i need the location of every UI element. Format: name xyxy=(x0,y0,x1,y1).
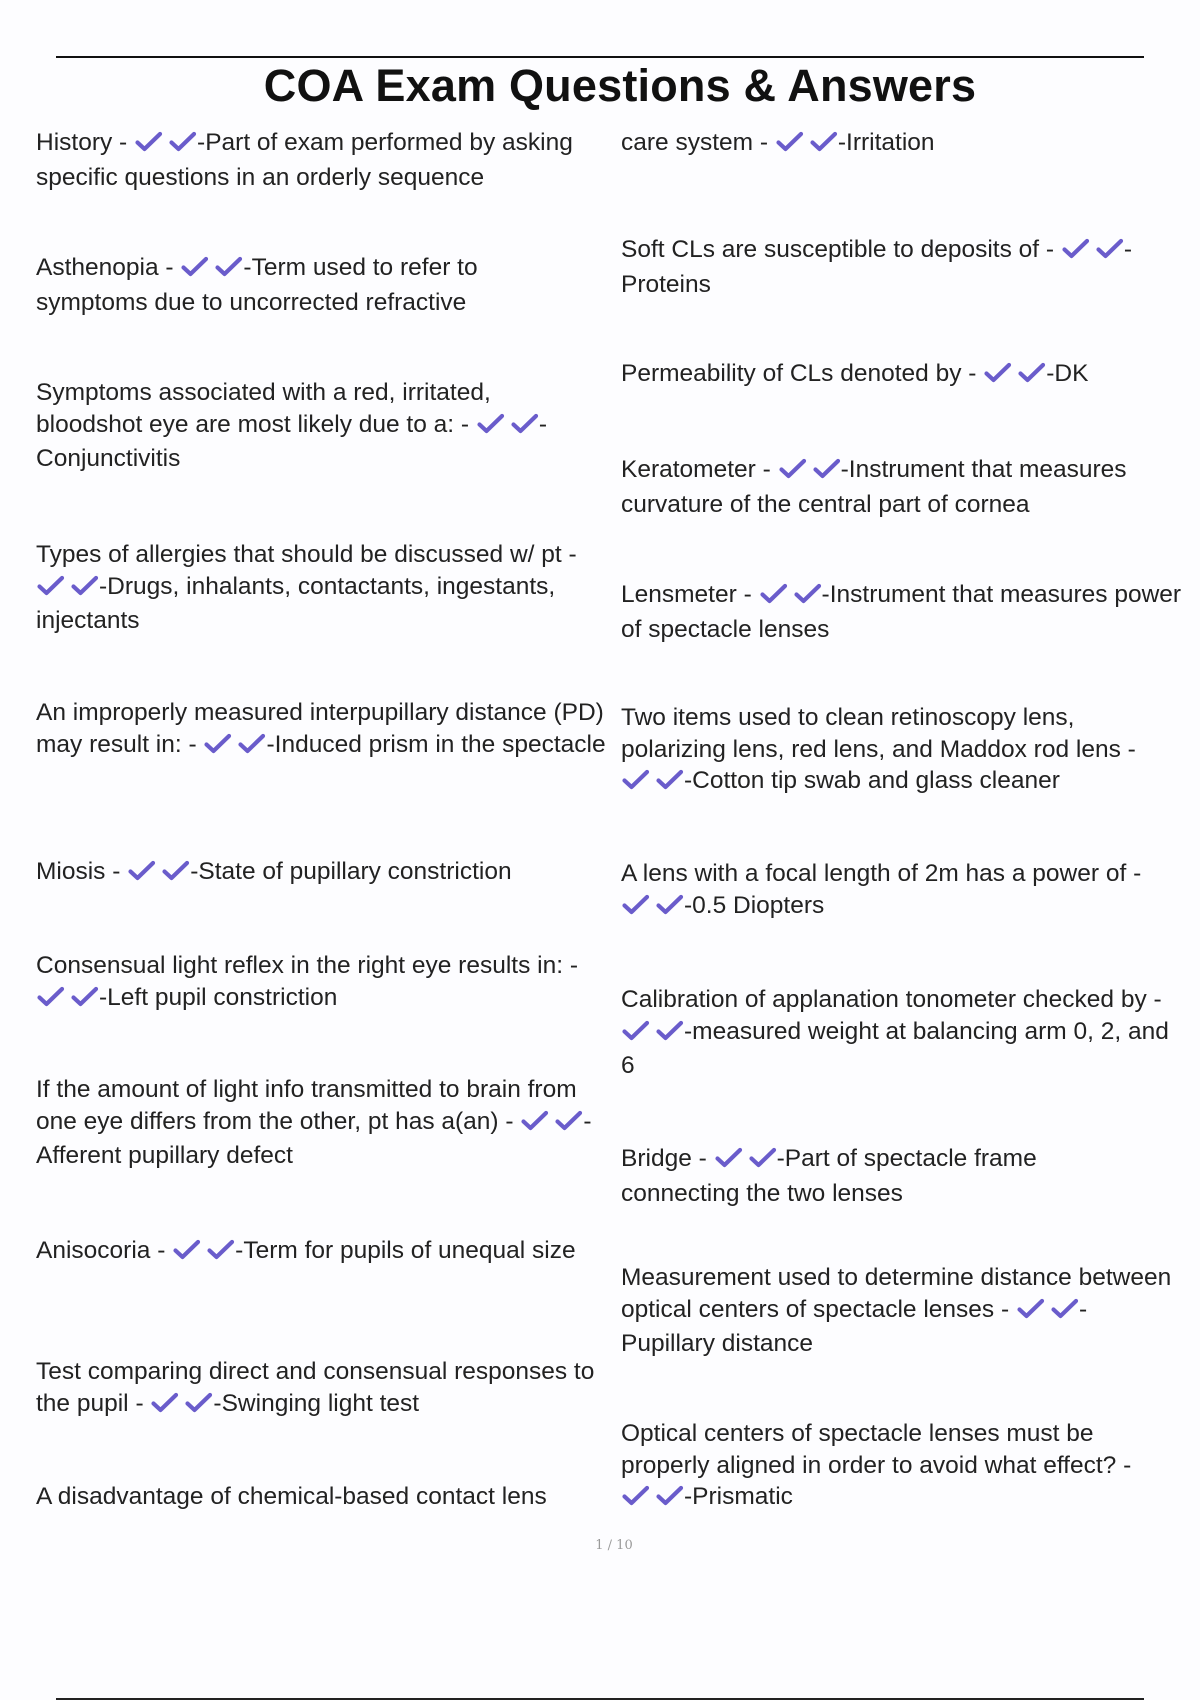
question-text: A disadvantage of chemical-based contact lens xyxy=(36,1483,547,1510)
page-number: 1 / 10 xyxy=(595,1538,633,1553)
answer-text: Swinging light test xyxy=(221,1389,420,1417)
question-text: Permeability of CLs denoted by xyxy=(621,360,962,387)
double-checkmark-icon xyxy=(621,767,684,800)
answer-prefix: - xyxy=(684,891,693,919)
question-text: Bridge xyxy=(621,1145,692,1172)
double-checkmark-icon xyxy=(203,731,266,764)
qa-item xyxy=(36,697,611,763)
answer-prefix: - xyxy=(1078,1295,1088,1323)
question-text: Optical centers of spectacle lenses must be properly aligned in order to avoid what effect? xyxy=(621,1420,1117,1479)
question-text: If the amount of light info transmitted to brain from one eye differs from the other, pt has a(an) xyxy=(36,1076,584,1135)
question-text: Lensmeter xyxy=(621,581,737,608)
qa-item xyxy=(36,1074,611,1172)
answer-prefix: - xyxy=(684,1483,693,1510)
answer-text: Irritation xyxy=(846,129,935,156)
answer-text: Term used to refer to symptoms due to uncorrected refractive xyxy=(36,254,485,316)
answer-text: State of pupillary constriction xyxy=(198,858,512,885)
separator: - xyxy=(158,254,181,281)
question-text: Anisocoria xyxy=(36,1237,151,1264)
answer-text: Instrument that measures curvature of the central part of cornea xyxy=(621,456,1134,518)
separator: - xyxy=(994,1295,1016,1323)
answer-prefix: - xyxy=(583,1107,592,1135)
separator: - xyxy=(150,1237,173,1264)
answer-text: DK xyxy=(1054,360,1089,387)
title-strikethrough-line xyxy=(56,56,1144,58)
separator: - xyxy=(736,581,759,608)
question-text: Two items used to clean retinoscopy lens, polarizing lens, red lens, and Maddox rod lens xyxy=(621,704,1121,763)
qa-item xyxy=(36,539,606,637)
qa-item xyxy=(36,252,516,318)
answer-prefix: - xyxy=(821,581,830,608)
separator: - xyxy=(1120,735,1136,763)
separator: - xyxy=(498,1107,521,1135)
separator: - xyxy=(1126,860,1142,887)
answer-text: Afferent pupillary defect xyxy=(36,1142,293,1169)
answer-text: Instrument that measures power of spectacle lenses xyxy=(621,581,1188,643)
answer-text: Prismatic xyxy=(692,1483,793,1510)
question-text: A lens with a focal length of 2m has a power of xyxy=(621,860,1127,887)
question-text: Keratometer xyxy=(621,456,756,483)
double-checkmark-icon xyxy=(621,892,684,925)
question-text: Soft CLs are susceptible to deposits of xyxy=(621,236,1040,263)
qa-item xyxy=(621,234,1186,300)
answer-prefix: - xyxy=(776,1145,785,1172)
answer-prefix: - xyxy=(837,129,847,156)
question-text: Asthenopia xyxy=(36,254,159,281)
double-checkmark-icon xyxy=(714,1145,777,1178)
answer-prefix: - xyxy=(538,410,548,438)
qa-item xyxy=(36,377,591,475)
answer-prefix: - xyxy=(197,129,206,156)
separator: - xyxy=(105,858,128,885)
answer-text: 0.5 Diopters xyxy=(692,891,825,919)
answer-prefix: - xyxy=(243,254,252,281)
separator: - xyxy=(128,1389,151,1417)
double-checkmark-icon xyxy=(36,984,99,1017)
question-text: Miosis xyxy=(36,858,106,885)
qa-item xyxy=(621,1262,1179,1360)
qa-item xyxy=(621,358,1186,393)
qa-item xyxy=(36,127,606,193)
qa-item xyxy=(621,1143,1101,1209)
answer-prefix: - xyxy=(213,1389,222,1417)
separator: - xyxy=(561,541,577,568)
answer-text: Conjunctivitis xyxy=(36,445,181,472)
separator: - xyxy=(753,129,775,156)
answer-text: Part of exam performed by asking specific questions in an orderly sequence xyxy=(36,129,580,191)
question-text: Symptoms associated with a red, irritated, bloodshot eye are most likely due to a: xyxy=(36,379,498,438)
qa-item xyxy=(621,984,1189,1082)
separator: - xyxy=(691,1145,714,1172)
question-text: History xyxy=(36,129,113,156)
double-checkmark-icon xyxy=(983,360,1046,393)
qa-item xyxy=(36,1481,611,1513)
question-text: Measurement used to determine distance between optical centers of spectacle lenses xyxy=(621,1264,1179,1323)
answer-text: Drugs, inhalants, contactants, ingestants, injectants xyxy=(36,572,563,634)
separator: - xyxy=(112,129,135,156)
double-checkmark-icon xyxy=(778,456,841,489)
separator: - xyxy=(1116,1451,1132,1479)
separator: - xyxy=(181,730,204,758)
answer-prefix: - xyxy=(99,572,108,600)
qa-item xyxy=(36,1356,616,1422)
qa-item xyxy=(36,856,606,891)
answer-text: Induced prism in the spectacle xyxy=(274,730,606,758)
double-checkmark-icon xyxy=(172,1237,235,1270)
double-checkmark-icon xyxy=(621,1018,684,1051)
question-text: Consensual light reflex in the right eye results in: xyxy=(36,952,564,979)
double-checkmark-icon xyxy=(150,1390,213,1423)
double-checkmark-icon xyxy=(36,573,99,606)
separator: - xyxy=(1039,236,1061,263)
separator: - xyxy=(961,360,984,387)
double-checkmark-icon xyxy=(127,858,190,891)
answer-text: measured weight at balancing arm 0, 2, and 6 xyxy=(621,1017,1176,1079)
separator: - xyxy=(755,456,778,483)
answer-text: Pupillary distance xyxy=(621,1330,814,1357)
answer-prefix: - xyxy=(1046,360,1055,387)
answer-text: Left pupil constriction xyxy=(107,983,338,1011)
qa-item xyxy=(621,702,1186,800)
separator: - xyxy=(563,952,578,979)
qa-item xyxy=(621,858,1186,924)
qa-item xyxy=(36,950,611,1016)
double-checkmark-icon xyxy=(1061,236,1124,269)
answer-text: Cotton tip swab and glass cleaner xyxy=(692,767,1060,794)
answer-text: Proteins xyxy=(621,270,711,298)
question-text: Test comparing direct and consensual responses to the pupil xyxy=(36,1358,602,1417)
answer-prefix: - xyxy=(99,983,108,1011)
answer-text: Part of spectacle frame connecting the two lenses xyxy=(621,1145,1044,1207)
answer-text: Term for pupils of unequal size xyxy=(243,1237,576,1264)
double-checkmark-icon xyxy=(134,129,197,162)
answer-prefix: - xyxy=(190,858,199,885)
double-checkmark-icon xyxy=(180,254,243,287)
qa-item xyxy=(36,1235,576,1270)
question-text: Calibration of applanation tonometer checked by xyxy=(621,986,1147,1013)
qa-item xyxy=(621,454,1186,520)
document-title: COA Exam Questions & Answers xyxy=(263,60,977,112)
qa-item xyxy=(621,579,1186,645)
answer-prefix: - xyxy=(684,767,693,794)
double-checkmark-icon xyxy=(1016,1296,1079,1329)
question-text: An improperly measured interpupillary distance (PD) may result in: xyxy=(36,699,611,758)
answer-prefix: - xyxy=(235,1237,244,1264)
qa-item xyxy=(621,127,1181,162)
answer-prefix: - xyxy=(266,730,275,758)
question-text: Types of allergies that should be discussed w/ pt xyxy=(36,541,562,568)
double-checkmark-icon xyxy=(476,411,539,444)
qa-item xyxy=(621,1418,1181,1516)
separator: - xyxy=(454,410,476,438)
separator: - xyxy=(1146,986,1162,1013)
answer-prefix: - xyxy=(1123,236,1133,263)
answer-prefix: - xyxy=(840,456,849,483)
answer-prefix: - xyxy=(684,1017,693,1045)
double-checkmark-icon xyxy=(520,1108,583,1141)
double-checkmark-icon xyxy=(775,129,838,162)
double-checkmark-icon xyxy=(621,1483,684,1516)
question-text: care system xyxy=(621,129,754,156)
double-checkmark-icon xyxy=(759,581,822,614)
